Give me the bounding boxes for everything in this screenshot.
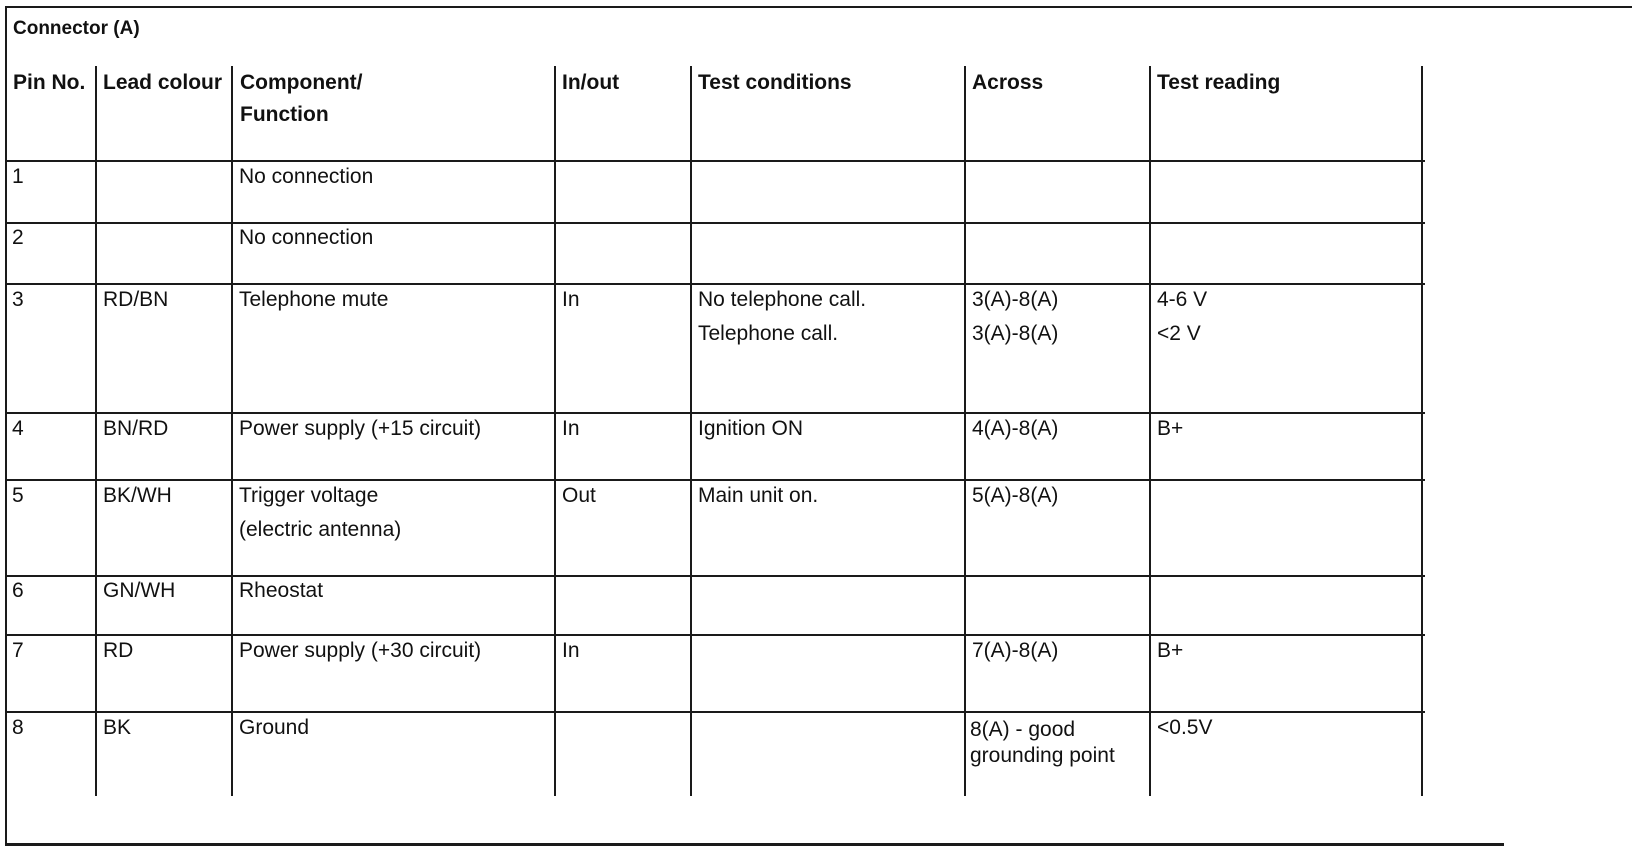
cell-lead-colour: GN/WH	[103, 579, 176, 602]
cell-pin: 3	[12, 288, 24, 311]
cell-across: 3(A)-8(A)	[972, 322, 1059, 345]
header-lead-colour: Lead colour	[103, 71, 223, 94]
header-component: Component/	[240, 71, 363, 94]
cell-component: Power supply (+15 circuit)	[239, 417, 482, 440]
header-test-reading: Test reading	[1157, 71, 1281, 94]
cell-pin: 7	[12, 639, 24, 662]
cell-in-out: In	[562, 417, 580, 440]
cell-across: 3(A)-8(A)	[972, 288, 1059, 311]
cell-lead-colour: RD	[103, 639, 134, 662]
cell-test-reading: <2 V	[1157, 322, 1201, 345]
cell-test-reading: B+	[1157, 639, 1184, 662]
column-divider	[1149, 66, 1151, 796]
column-divider	[964, 66, 966, 796]
cell-pin: 2	[12, 226, 24, 249]
table-title: Connector (A)	[13, 18, 140, 39]
row-divider	[5, 634, 1425, 636]
cell-component: Rheostat	[239, 579, 324, 602]
cell-lead-colour: BK/WH	[103, 484, 172, 507]
row-divider	[5, 160, 1425, 162]
cell-lead-colour: BK	[103, 716, 132, 739]
cell-component: Telephone mute	[239, 288, 389, 311]
header-test-conditions: Test conditions	[698, 71, 852, 94]
cell-component: (electric antenna)	[239, 518, 402, 541]
cell-across: 5(A)-8(A)	[972, 484, 1059, 507]
cell-across: grounding point	[970, 744, 1115, 767]
cell-test-condition: No telephone call.	[698, 288, 867, 311]
cell-component: Ground	[239, 716, 310, 739]
cell-in-out: In	[562, 639, 580, 662]
header-across: Across	[972, 71, 1044, 94]
cell-component: No connection	[239, 226, 374, 249]
header-function: Function	[240, 103, 329, 126]
row-divider	[5, 575, 1425, 577]
cell-component: No connection	[239, 165, 374, 188]
cell-pin: 1	[12, 165, 24, 188]
cell-pin: 8	[12, 716, 24, 739]
cell-lead-colour: BN/RD	[103, 417, 169, 440]
cell-pin: 6	[12, 579, 24, 602]
header-pin-no: Pin No.	[13, 71, 86, 94]
row-divider	[5, 222, 1425, 224]
cell-in-out: In	[562, 288, 580, 311]
cell-test-reading: 4-6 V	[1157, 288, 1208, 311]
cell-component: Trigger voltage	[239, 484, 379, 507]
cell-test-reading: <0.5V	[1157, 716, 1213, 739]
cell-across: 4(A)-8(A)	[972, 417, 1059, 440]
cell-across: 8(A) - good	[970, 718, 1076, 741]
cell-test-condition: Telephone call.	[698, 322, 839, 345]
header-in-out: In/out	[562, 71, 620, 94]
cell-test-reading: B+	[1157, 417, 1184, 440]
cell-test-condition: Main unit on.	[698, 484, 819, 507]
cell-pin: 5	[12, 484, 24, 507]
column-divider	[690, 66, 692, 796]
column-divider	[231, 66, 233, 796]
cell-across: 7(A)-8(A)	[972, 639, 1059, 662]
cell-lead-colour: RD/BN	[103, 288, 169, 311]
cell-component: Power supply (+30 circuit)	[239, 639, 482, 662]
cell-pin: 4	[12, 417, 24, 440]
cell-test-condition: Ignition ON	[698, 417, 804, 440]
cell-in-out: Out	[562, 484, 596, 507]
column-divider	[1421, 66, 1423, 796]
column-divider	[95, 66, 97, 796]
column-divider	[554, 66, 556, 796]
